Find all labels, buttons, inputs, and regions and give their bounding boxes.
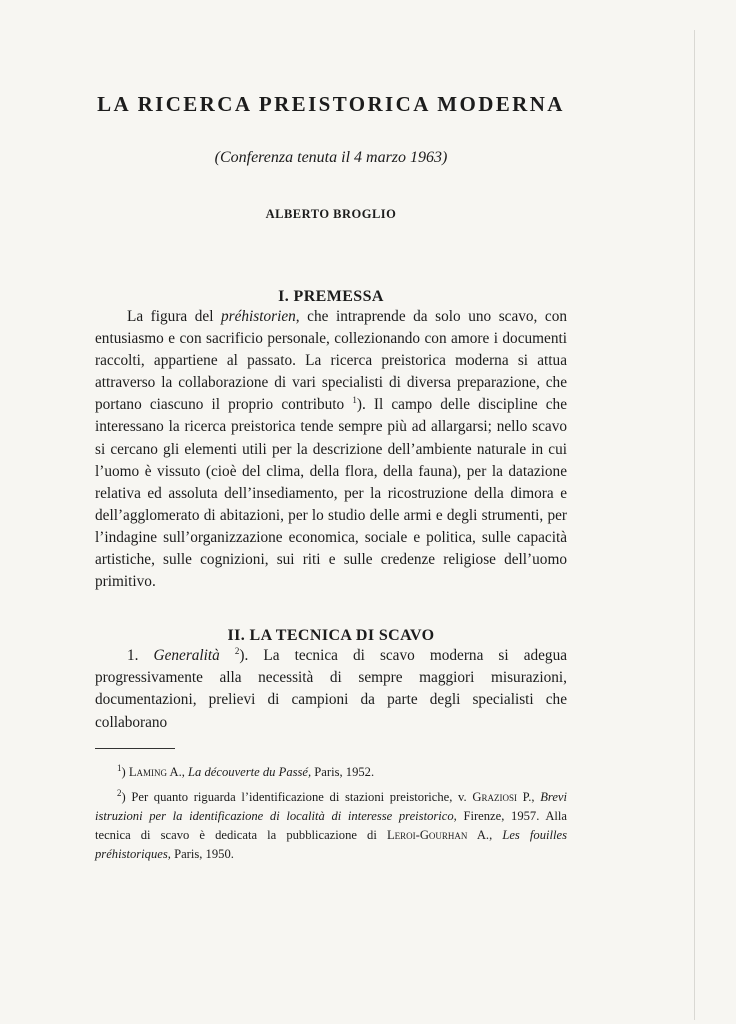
author-name: Leroi-Gourhan bbox=[386, 827, 468, 842]
footnote-ref: 1 bbox=[352, 395, 357, 406]
text-run: La figura del bbox=[127, 308, 222, 325]
article-title: LA RICERCA PREISTORICA MODERNA bbox=[97, 92, 565, 116]
text-run: ). La tecnica di scavo moderna si adegua progressivamente alla necessità di sempre maggiori misurazioni, documentazioni, prelievi di campioni da parte degli specialisti che collaborano bbox=[95, 647, 568, 731]
footnote-ref: 2 bbox=[234, 646, 240, 657]
text-run bbox=[220, 647, 235, 664]
article-body bbox=[95, 92, 567, 870]
paragraph-premessa bbox=[95, 306, 567, 593]
italic-term: préhistorien, bbox=[221, 308, 300, 325]
author-name: Laming bbox=[128, 764, 168, 779]
page-edge-line bbox=[694, 30, 695, 1020]
article-subtitle: (Conferenza tenuta il 4 marzo 1963) bbox=[214, 149, 448, 166]
italic-term: Generalità bbox=[153, 647, 220, 665]
text-run: ). Il campo delle discipline che interessano la ricerca preistorica tende sempre più ad allargarsi; nello scavo si cercano gli elementi utili per la descrizione dell’ambiente naturale in cui l’uomo è vissuto (cioè del clima, della flora, della fauna), per la datazione relativa ed assoluta dell’insediamento, per la ricostruzione della dimora e dell’agglomerato di abitazioni, per lo studio delle armi e degli strumenti, per l’indagine sull’organizzazione economica, sociale e politica, sulle capacità artistiche, sulle cognizioni, sui riti e sulle credenze religiose dell’uomo primitivo. bbox=[95, 396, 567, 591]
section-heading-tecnica: II. LA TECNICA DI SCAVO bbox=[227, 627, 435, 645]
text-run: A., bbox=[167, 764, 189, 779]
footnote-number: 2 bbox=[117, 787, 122, 798]
footnote-number: 1 bbox=[117, 762, 122, 773]
section-heading-premessa: I. PREMESSA bbox=[278, 288, 384, 305]
footnote-2 bbox=[95, 788, 567, 864]
footnote-divider bbox=[95, 748, 175, 749]
text-run: A., bbox=[467, 827, 503, 842]
text-run: Firenze, 1957. Alla tecnica di scavo è dedicata la pubblicazione di bbox=[95, 808, 568, 842]
footnotes bbox=[95, 763, 567, 864]
text-run: ) Per quanto riguarda l’identificazione di stazioni preistoriche, v. bbox=[121, 789, 473, 804]
text-run: ) bbox=[121, 764, 129, 779]
text-run: P., bbox=[516, 789, 541, 804]
article-author: ALBERTO BROGLIO bbox=[265, 207, 397, 221]
author-name: Graziosi bbox=[472, 789, 517, 804]
text-run: 1. bbox=[127, 647, 154, 665]
text-run: che intraprende da solo uno scavo, con entusiasmo e con sacrificio personale, collezionando con amore i documenti raccolti, appartiene al passato. La ricerca preistorica moderna si attua attraverso la collaborazione di vari specialisti di diversa preparazione, che portano ciascuno il proprio contributo bbox=[95, 308, 567, 414]
text-run: Paris, 1950. bbox=[170, 846, 234, 861]
work-title: Brevi istruzioni per la identificazione di località di interesse preistorico, bbox=[95, 789, 568, 823]
work-title: La découverte du Passé, bbox=[188, 764, 312, 779]
footnote-1 bbox=[95, 763, 567, 782]
paragraph-generalita bbox=[95, 645, 567, 733]
work-title: Les fouilles préhistoriques, bbox=[95, 827, 567, 861]
text-run: Paris, 1952. bbox=[311, 764, 375, 779]
